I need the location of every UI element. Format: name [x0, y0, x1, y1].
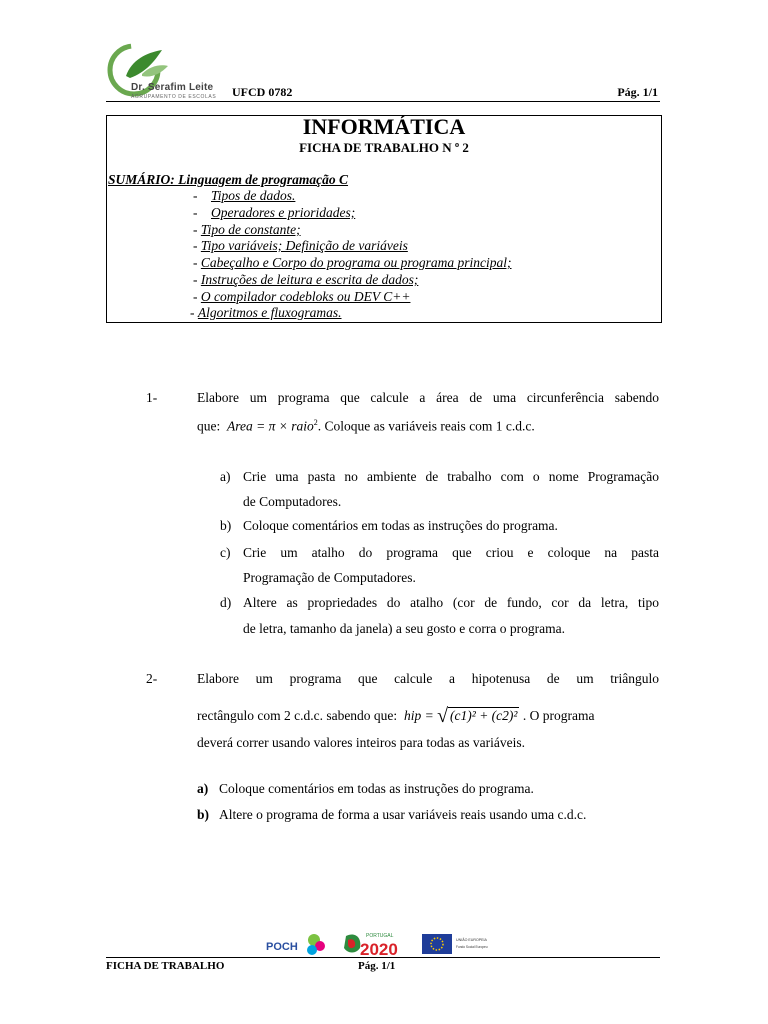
hypotenuse-formula: hip = [403, 708, 434, 723]
item-text: de Computadores. [243, 494, 342, 509]
item-label: a) [220, 469, 231, 484]
item-label: a) [197, 781, 209, 796]
exercise2-line3: deverá correr usando valores inteiros para todas as variáveis. [197, 735, 525, 750]
summary-item: - Operadores e prioridades; [193, 205, 356, 220]
footer-rule [106, 957, 660, 958]
summary-item: - Tipo de constante; [193, 222, 301, 237]
poch-logo [266, 934, 325, 955]
svg-text:POCH: POCH [266, 941, 298, 953]
portugal2020-logo [344, 933, 398, 959]
item-text: Crie um atalho do programa que criou e coloque na pasta [243, 545, 659, 560]
document-title: INFORMÁTICA [302, 114, 466, 139]
item-text: Altere as propriedades do atalho (cor de fundo, cor da letra, tipo [243, 595, 659, 610]
funding-logos [262, 926, 502, 960]
svg-text:UNIÃO EUROPEIA: UNIÃO EUROPEIA [456, 938, 487, 942]
exercise2-line1: Elabore um programa que calcule a hipotenusa de um triângulo [197, 671, 659, 686]
svg-text:Fundo Social Europeu: Fundo Social Europeu [456, 945, 488, 949]
item-label: b) [197, 807, 210, 822]
item-text: Crie uma pasta no ambiente de trabalho com o nome Programação [243, 469, 659, 484]
svg-text:PORTUGAL: PORTUGAL [366, 933, 394, 939]
item-label: b) [220, 518, 232, 533]
worksheet-subtitle: FICHA DE TRABALHO N º 2 [299, 140, 469, 155]
item-text: Programação de Computadores. [243, 570, 416, 585]
logo-subtitle: AGRUPAMENTO DE ESCOLAS [131, 94, 217, 100]
exercise-number: 1- [146, 390, 158, 405]
footer-page: Pág. 1/1 [358, 960, 396, 972]
item-text: Altere o programa de forma a usar variáveis reais usando uma c.d.c. [219, 807, 587, 822]
footer-title: FICHA DE TRABALHO [106, 960, 225, 972]
svg-text:2020: 2020 [360, 940, 398, 959]
summary-heading: SUMÁRIO: Linguagem de programação C [108, 172, 349, 187]
summary-item: - Tipos de dados. [193, 188, 296, 203]
header-course: UFCD 0782 [232, 85, 293, 99]
exercise-number: 2- [146, 671, 158, 686]
summary-item: - Algoritmos e fluxogramas. [190, 305, 342, 320]
exercise2-line2: rectângulo com 2 c.d.c. sabendo que: hip = √ (c1)² + (c2)² . O programa [197, 705, 595, 727]
summary-item: - Cabeçalho e Corpo do programa ou programa principal; [193, 255, 512, 270]
logo-name: Dr. Serafim Leite [131, 82, 214, 93]
summary-item: - Instruções de leitura e escrita de dados; [193, 272, 419, 287]
header-page: Pág. 1/1 [617, 85, 658, 99]
eu-flag-logo [422, 934, 488, 954]
item-text: Coloque comentários em todas as instruções do programa. [219, 781, 534, 796]
item-text: de letra, tamanho da janela) a seu gosto e corra o programa. [243, 621, 565, 636]
item-text: Coloque comentários em todas as instruções do programa. [243, 518, 558, 533]
summary-item: - Tipo variáveis; Definição de variáveis [193, 238, 408, 253]
exercise1-line2: que: Area = π × raio$^2$. Coloque as variáveis reais com 1 c.d.c. [197, 418, 535, 434]
item-label: d) [220, 595, 232, 610]
exercise1-line1: Elabore um programa que calcule a área de uma circunferência sabendo [197, 390, 659, 405]
header-rule [106, 101, 660, 102]
summary-item: - O compilador codebloks ou DEV C++ [193, 289, 411, 304]
area-formula: Area = π × raio [227, 418, 314, 434]
item-label: c) [220, 545, 231, 560]
